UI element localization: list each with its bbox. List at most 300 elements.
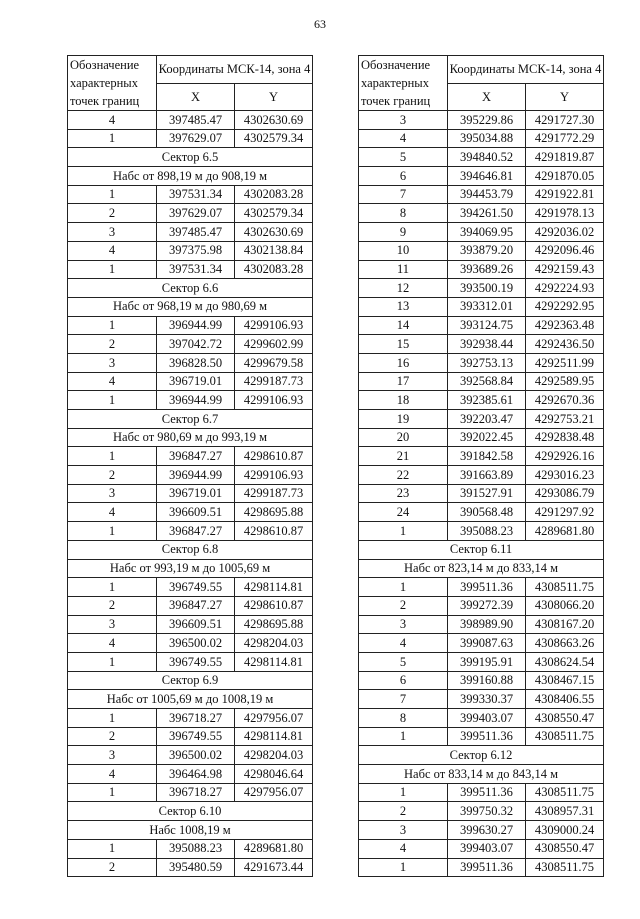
y-coordinate: 4292036.02 xyxy=(526,223,604,242)
sector-row xyxy=(359,540,604,559)
x-header: X xyxy=(157,83,235,110)
table-row xyxy=(68,765,313,784)
y-coordinate: 4291870.05 xyxy=(526,167,604,186)
sector-heading: Набс от 968,19 м до 980,69 м xyxy=(68,297,313,316)
point-number: 6 xyxy=(359,671,448,690)
x-coordinate: 395034.88 xyxy=(448,129,526,148)
x-coordinate: 397485.47 xyxy=(157,223,235,242)
y-coordinate: 4299187.73 xyxy=(235,372,313,391)
sector-heading: Набс от 898,19 м до 908,19 м xyxy=(68,167,313,186)
x-coordinate: 397042.72 xyxy=(157,335,235,354)
point-number: 12 xyxy=(359,279,448,298)
sector-row xyxy=(68,690,313,709)
point-number: 2 xyxy=(68,727,157,746)
x-coordinate: 397629.07 xyxy=(157,204,235,223)
sector-row xyxy=(359,765,604,784)
y-coordinate: 4302083.28 xyxy=(235,260,313,279)
point-number: 5 xyxy=(359,652,448,671)
table-row xyxy=(68,652,313,671)
table-row xyxy=(359,316,604,335)
y-coordinate: 4308550.47 xyxy=(526,709,604,728)
table-row xyxy=(68,372,313,391)
point-number: 14 xyxy=(359,316,448,335)
point-number: 20 xyxy=(359,428,448,447)
point-number: 7 xyxy=(359,185,448,204)
y-coordinate: 4308066.20 xyxy=(526,596,604,615)
table-row xyxy=(359,802,604,821)
x-coordinate: 395229.86 xyxy=(448,111,526,130)
x-coordinate: 396464.98 xyxy=(157,765,235,784)
table-row xyxy=(359,522,604,541)
y-coordinate: 4299106.93 xyxy=(235,391,313,410)
table-row xyxy=(359,466,604,485)
table-row xyxy=(359,484,604,503)
x-coordinate: 392203.47 xyxy=(448,410,526,429)
x-coordinate: 391842.58 xyxy=(448,447,526,466)
x-coordinate: 395088.23 xyxy=(157,839,235,858)
table-row xyxy=(359,727,604,746)
point-number: 4 xyxy=(359,839,448,858)
point-header: Обозначение характерных точек границ xyxy=(68,56,157,111)
y-coordinate: 4302630.69 xyxy=(235,111,313,130)
y-coordinate: 4302579.34 xyxy=(235,129,313,148)
table-row xyxy=(68,111,313,130)
y-coordinate: 4298204.03 xyxy=(235,634,313,653)
y-coordinate: 4289681.80 xyxy=(526,522,604,541)
table-row xyxy=(68,596,313,615)
x-coordinate: 398989.90 xyxy=(448,615,526,634)
y-coordinate: 4308511.75 xyxy=(526,727,604,746)
point-number: 4 xyxy=(359,129,448,148)
table-row xyxy=(359,129,604,148)
sector-row xyxy=(359,559,604,578)
sector-row xyxy=(68,671,313,690)
point-number: 3 xyxy=(68,746,157,765)
y-header: Y xyxy=(526,83,604,110)
y-coordinate: 4291922.81 xyxy=(526,185,604,204)
table-row xyxy=(359,671,604,690)
point-number: 18 xyxy=(359,391,448,410)
point-number: 1 xyxy=(359,783,448,802)
x-coordinate: 399330.37 xyxy=(448,690,526,709)
y-coordinate: 4308511.75 xyxy=(526,858,604,877)
y-coordinate: 4298610.87 xyxy=(235,596,313,615)
table-row xyxy=(359,241,604,260)
sector-heading: Набс 1008,19 м xyxy=(68,821,313,840)
y-coordinate: 4308167.20 xyxy=(526,615,604,634)
table-row xyxy=(359,858,604,877)
point-number: 15 xyxy=(359,335,448,354)
table-row xyxy=(68,783,313,802)
x-coordinate: 396500.02 xyxy=(157,746,235,765)
y-coordinate: 4291978.13 xyxy=(526,204,604,223)
x-coordinate: 399195.91 xyxy=(448,652,526,671)
x-coordinate: 396847.27 xyxy=(157,522,235,541)
table-row xyxy=(359,634,604,653)
x-coordinate: 397531.34 xyxy=(157,260,235,279)
point-number: 3 xyxy=(68,353,157,372)
coords-header: Координаты МСК-14, зона 4 xyxy=(157,56,313,84)
table-row xyxy=(359,652,604,671)
point-number: 22 xyxy=(359,466,448,485)
point-number: 3 xyxy=(68,615,157,634)
x-coordinate: 396944.99 xyxy=(157,316,235,335)
x-coordinate: 392753.13 xyxy=(448,353,526,372)
point-header: Обозначение характерных точек границ xyxy=(359,56,448,111)
y-coordinate: 4292926.16 xyxy=(526,447,604,466)
table-row xyxy=(359,839,604,858)
x-coordinate: 397485.47 xyxy=(157,111,235,130)
sector-row xyxy=(68,279,313,298)
y-coordinate: 4302579.34 xyxy=(235,204,313,223)
x-coordinate: 396609.51 xyxy=(157,615,235,634)
sector-heading: Набс от 833,14 м до 843,14 м xyxy=(359,765,604,784)
x-coordinate: 393124.75 xyxy=(448,316,526,335)
x-coordinate: 399750.32 xyxy=(448,802,526,821)
table-row xyxy=(359,148,604,167)
x-coordinate: 399511.36 xyxy=(448,578,526,597)
table-row xyxy=(68,316,313,335)
point-number: 1 xyxy=(359,727,448,746)
y-coordinate: 4297956.07 xyxy=(235,709,313,728)
y-coordinate: 4292589.95 xyxy=(526,372,604,391)
table-row xyxy=(359,167,604,186)
y-coordinate: 4291297.92 xyxy=(526,503,604,522)
y-coordinate: 4293086.79 xyxy=(526,484,604,503)
y-coordinate: 4308511.75 xyxy=(526,578,604,597)
x-coordinate: 396944.99 xyxy=(157,466,235,485)
sector-row xyxy=(68,802,313,821)
table-row xyxy=(359,596,604,615)
sector-row xyxy=(68,821,313,840)
x-coordinate: 396718.27 xyxy=(157,709,235,728)
point-number: 9 xyxy=(359,223,448,242)
table-row xyxy=(68,223,313,242)
y-coordinate: 4292511.99 xyxy=(526,353,604,372)
coords-header: Координаты МСК-14, зона 4 xyxy=(448,56,604,84)
x-coordinate: 394646.81 xyxy=(448,167,526,186)
y-coordinate: 4298695.88 xyxy=(235,615,313,634)
sector-heading: Сектор 6.6 xyxy=(68,279,313,298)
point-number: 1 xyxy=(68,129,157,148)
x-coordinate: 397629.07 xyxy=(157,129,235,148)
point-number: 4 xyxy=(68,372,157,391)
sector-heading: Набс от 993,19 м до 1005,69 м xyxy=(68,559,313,578)
table-row xyxy=(68,260,313,279)
x-coordinate: 396500.02 xyxy=(157,634,235,653)
point-number: 4 xyxy=(68,503,157,522)
point-number: 16 xyxy=(359,353,448,372)
y-coordinate: 4308624.54 xyxy=(526,652,604,671)
table-row xyxy=(68,335,313,354)
y-coordinate: 4298610.87 xyxy=(235,522,313,541)
x-coordinate: 392022.45 xyxy=(448,428,526,447)
point-number: 1 xyxy=(68,578,157,597)
y-coordinate: 4308957.31 xyxy=(526,802,604,821)
y-coordinate: 4292096.46 xyxy=(526,241,604,260)
point-number: 1 xyxy=(68,839,157,858)
x-coordinate: 396847.27 xyxy=(157,596,235,615)
point-number: 1 xyxy=(68,652,157,671)
point-number: 4 xyxy=(68,111,157,130)
point-number: 1 xyxy=(68,316,157,335)
sector-row xyxy=(68,297,313,316)
point-number: 8 xyxy=(359,204,448,223)
sector-heading: Набс от 823,14 м до 833,14 м xyxy=(359,559,604,578)
point-number: 1 xyxy=(68,709,157,728)
point-number: 4 xyxy=(68,241,157,260)
x-coordinate: 399087.63 xyxy=(448,634,526,653)
x-coordinate: 396719.01 xyxy=(157,372,235,391)
point-number: 1 xyxy=(68,783,157,802)
point-number: 5 xyxy=(359,148,448,167)
x-coordinate: 396718.27 xyxy=(157,783,235,802)
table-row xyxy=(359,690,604,709)
x-coordinate: 395480.59 xyxy=(157,858,235,877)
y-coordinate: 4292838.48 xyxy=(526,428,604,447)
y-coordinate: 4291727.30 xyxy=(526,111,604,130)
y-coordinate: 4308511.75 xyxy=(526,783,604,802)
y-coordinate: 4292292.95 xyxy=(526,297,604,316)
y-coordinate: 4298610.87 xyxy=(235,447,313,466)
x-coordinate: 396828.50 xyxy=(157,353,235,372)
table-row xyxy=(359,783,604,802)
sector-heading: Набс от 980,69 м до 993,19 м xyxy=(68,428,313,447)
x-coordinate: 394069.95 xyxy=(448,223,526,242)
sector-heading: Набс от 1005,69 м до 1008,19 м xyxy=(68,690,313,709)
point-number: 21 xyxy=(359,447,448,466)
x-coordinate: 396749.55 xyxy=(157,652,235,671)
x-coordinate: 396944.99 xyxy=(157,391,235,410)
y-coordinate: 4292224.93 xyxy=(526,279,604,298)
point-number: 3 xyxy=(68,223,157,242)
sector-heading: Сектор 6.5 xyxy=(68,148,313,167)
sector-heading: Сектор 6.10 xyxy=(68,802,313,821)
x-coordinate: 396719.01 xyxy=(157,484,235,503)
x-coordinate: 399403.07 xyxy=(448,839,526,858)
point-number: 2 xyxy=(359,596,448,615)
y-coordinate: 4302630.69 xyxy=(235,223,313,242)
table-row xyxy=(359,410,604,429)
coordinates-table-left xyxy=(67,55,313,877)
table-row xyxy=(68,578,313,597)
y-coordinate: 4308663.26 xyxy=(526,634,604,653)
sector-row xyxy=(68,540,313,559)
x-coordinate: 391527.91 xyxy=(448,484,526,503)
sector-row xyxy=(68,167,313,186)
table-body-right xyxy=(359,111,604,877)
page-number: 63 xyxy=(314,17,326,31)
x-coordinate: 393689.26 xyxy=(448,260,526,279)
y-coordinate: 4299106.93 xyxy=(235,466,313,485)
point-number: 24 xyxy=(359,503,448,522)
y-coordinate: 4298114.81 xyxy=(235,578,313,597)
y-coordinate: 4299106.93 xyxy=(235,316,313,335)
point-number: 3 xyxy=(359,821,448,840)
point-number: 2 xyxy=(68,858,157,877)
y-header: Y xyxy=(235,83,313,110)
y-coordinate: 4292670.36 xyxy=(526,391,604,410)
point-number: 10 xyxy=(359,241,448,260)
point-number: 1 xyxy=(68,522,157,541)
x-coordinate: 399403.07 xyxy=(448,709,526,728)
point-number: 1 xyxy=(68,391,157,410)
table-row xyxy=(359,185,604,204)
y-coordinate: 4292159.43 xyxy=(526,260,604,279)
x-coordinate: 399511.36 xyxy=(448,858,526,877)
table-row xyxy=(359,372,604,391)
y-coordinate: 4298204.03 xyxy=(235,746,313,765)
sector-row xyxy=(68,559,313,578)
table-row xyxy=(359,111,604,130)
x-header: X xyxy=(448,83,526,110)
table-body-left xyxy=(68,111,313,877)
point-number: 13 xyxy=(359,297,448,316)
table-row xyxy=(68,522,313,541)
point-number: 6 xyxy=(359,167,448,186)
x-coordinate: 394840.52 xyxy=(448,148,526,167)
y-coordinate: 4292753.21 xyxy=(526,410,604,429)
table-row xyxy=(68,484,313,503)
table-row xyxy=(359,709,604,728)
point-number: 2 xyxy=(68,335,157,354)
y-coordinate: 4289681.80 xyxy=(235,839,313,858)
table-row xyxy=(68,241,313,260)
x-coordinate: 392938.44 xyxy=(448,335,526,354)
y-coordinate: 4308467.15 xyxy=(526,671,604,690)
point-number: 1 xyxy=(359,858,448,877)
y-coordinate: 4299602.99 xyxy=(235,335,313,354)
table-row xyxy=(68,615,313,634)
point-number: 4 xyxy=(68,634,157,653)
y-coordinate: 4302138.84 xyxy=(235,241,313,260)
y-coordinate: 4309000.24 xyxy=(526,821,604,840)
point-number: 3 xyxy=(359,615,448,634)
y-coordinate: 4299679.58 xyxy=(235,353,313,372)
table-row xyxy=(68,129,313,148)
y-coordinate: 4298114.81 xyxy=(235,652,313,671)
x-coordinate: 393312.01 xyxy=(448,297,526,316)
x-coordinate: 393879.20 xyxy=(448,241,526,260)
sector-row xyxy=(68,148,313,167)
table-row xyxy=(359,260,604,279)
point-number: 2 xyxy=(68,204,157,223)
table-row xyxy=(359,447,604,466)
x-coordinate: 392385.61 xyxy=(448,391,526,410)
table-row xyxy=(359,204,604,223)
point-number: 1 xyxy=(68,447,157,466)
sector-row xyxy=(68,428,313,447)
table-row xyxy=(68,466,313,485)
table-row xyxy=(68,391,313,410)
table-row xyxy=(68,353,313,372)
point-number: 7 xyxy=(359,690,448,709)
x-coordinate: 390568.48 xyxy=(448,503,526,522)
table-row xyxy=(359,297,604,316)
sector-heading: Сектор 6.11 xyxy=(359,540,604,559)
point-number: 17 xyxy=(359,372,448,391)
table-row xyxy=(68,185,313,204)
table-row xyxy=(359,223,604,242)
y-coordinate: 4299187.73 xyxy=(235,484,313,503)
x-coordinate: 396847.27 xyxy=(157,447,235,466)
y-coordinate: 4297956.07 xyxy=(235,783,313,802)
table-row xyxy=(68,839,313,858)
x-coordinate: 395088.23 xyxy=(448,522,526,541)
table-row xyxy=(68,204,313,223)
x-coordinate: 399511.36 xyxy=(448,727,526,746)
point-number: 3 xyxy=(68,484,157,503)
table-row xyxy=(359,821,604,840)
point-number: 4 xyxy=(359,634,448,653)
table-row xyxy=(359,279,604,298)
sector-heading: Сектор 6.9 xyxy=(68,671,313,690)
point-number: 19 xyxy=(359,410,448,429)
table-row xyxy=(68,746,313,765)
table-row xyxy=(359,615,604,634)
x-coordinate: 396609.51 xyxy=(157,503,235,522)
point-number: 23 xyxy=(359,484,448,503)
table-row xyxy=(359,391,604,410)
table-row xyxy=(359,335,604,354)
point-number: 8 xyxy=(359,709,448,728)
table-row xyxy=(68,447,313,466)
sector-heading: Сектор 6.8 xyxy=(68,540,313,559)
y-coordinate: 4302083.28 xyxy=(235,185,313,204)
table-row xyxy=(359,428,604,447)
x-coordinate: 392568.84 xyxy=(448,372,526,391)
y-coordinate: 4298114.81 xyxy=(235,727,313,746)
sector-row xyxy=(68,410,313,429)
y-coordinate: 4291673.44 xyxy=(235,858,313,877)
y-coordinate: 4293016.23 xyxy=(526,466,604,485)
table-row xyxy=(68,727,313,746)
y-coordinate: 4292363.48 xyxy=(526,316,604,335)
point-number: 4 xyxy=(68,765,157,784)
point-number: 3 xyxy=(359,111,448,130)
point-number: 1 xyxy=(68,185,157,204)
sector-heading: Сектор 6.7 xyxy=(68,410,313,429)
point-number: 2 xyxy=(359,802,448,821)
x-coordinate: 396749.55 xyxy=(157,727,235,746)
table-row xyxy=(359,503,604,522)
y-coordinate: 4308406.55 xyxy=(526,690,604,709)
x-coordinate: 399160.88 xyxy=(448,671,526,690)
x-coordinate: 394261.50 xyxy=(448,204,526,223)
table-row xyxy=(68,503,313,522)
x-coordinate: 399630.27 xyxy=(448,821,526,840)
x-coordinate: 393500.19 xyxy=(448,279,526,298)
x-coordinate: 396749.55 xyxy=(157,578,235,597)
table-row xyxy=(359,353,604,372)
y-coordinate: 4292436.50 xyxy=(526,335,604,354)
sector-row xyxy=(359,746,604,765)
point-number: 2 xyxy=(68,466,157,485)
sector-heading: Сектор 6.12 xyxy=(359,746,604,765)
point-number: 11 xyxy=(359,260,448,279)
x-coordinate: 397375.98 xyxy=(157,241,235,260)
point-number: 1 xyxy=(359,522,448,541)
point-number: 1 xyxy=(68,260,157,279)
point-number: 2 xyxy=(68,596,157,615)
table-row xyxy=(68,858,313,877)
point-number: 1 xyxy=(359,578,448,597)
x-coordinate: 399511.36 xyxy=(448,783,526,802)
y-coordinate: 4298046.64 xyxy=(235,765,313,784)
y-coordinate: 4308550.47 xyxy=(526,839,604,858)
table-row xyxy=(359,578,604,597)
x-coordinate: 399272.39 xyxy=(448,596,526,615)
